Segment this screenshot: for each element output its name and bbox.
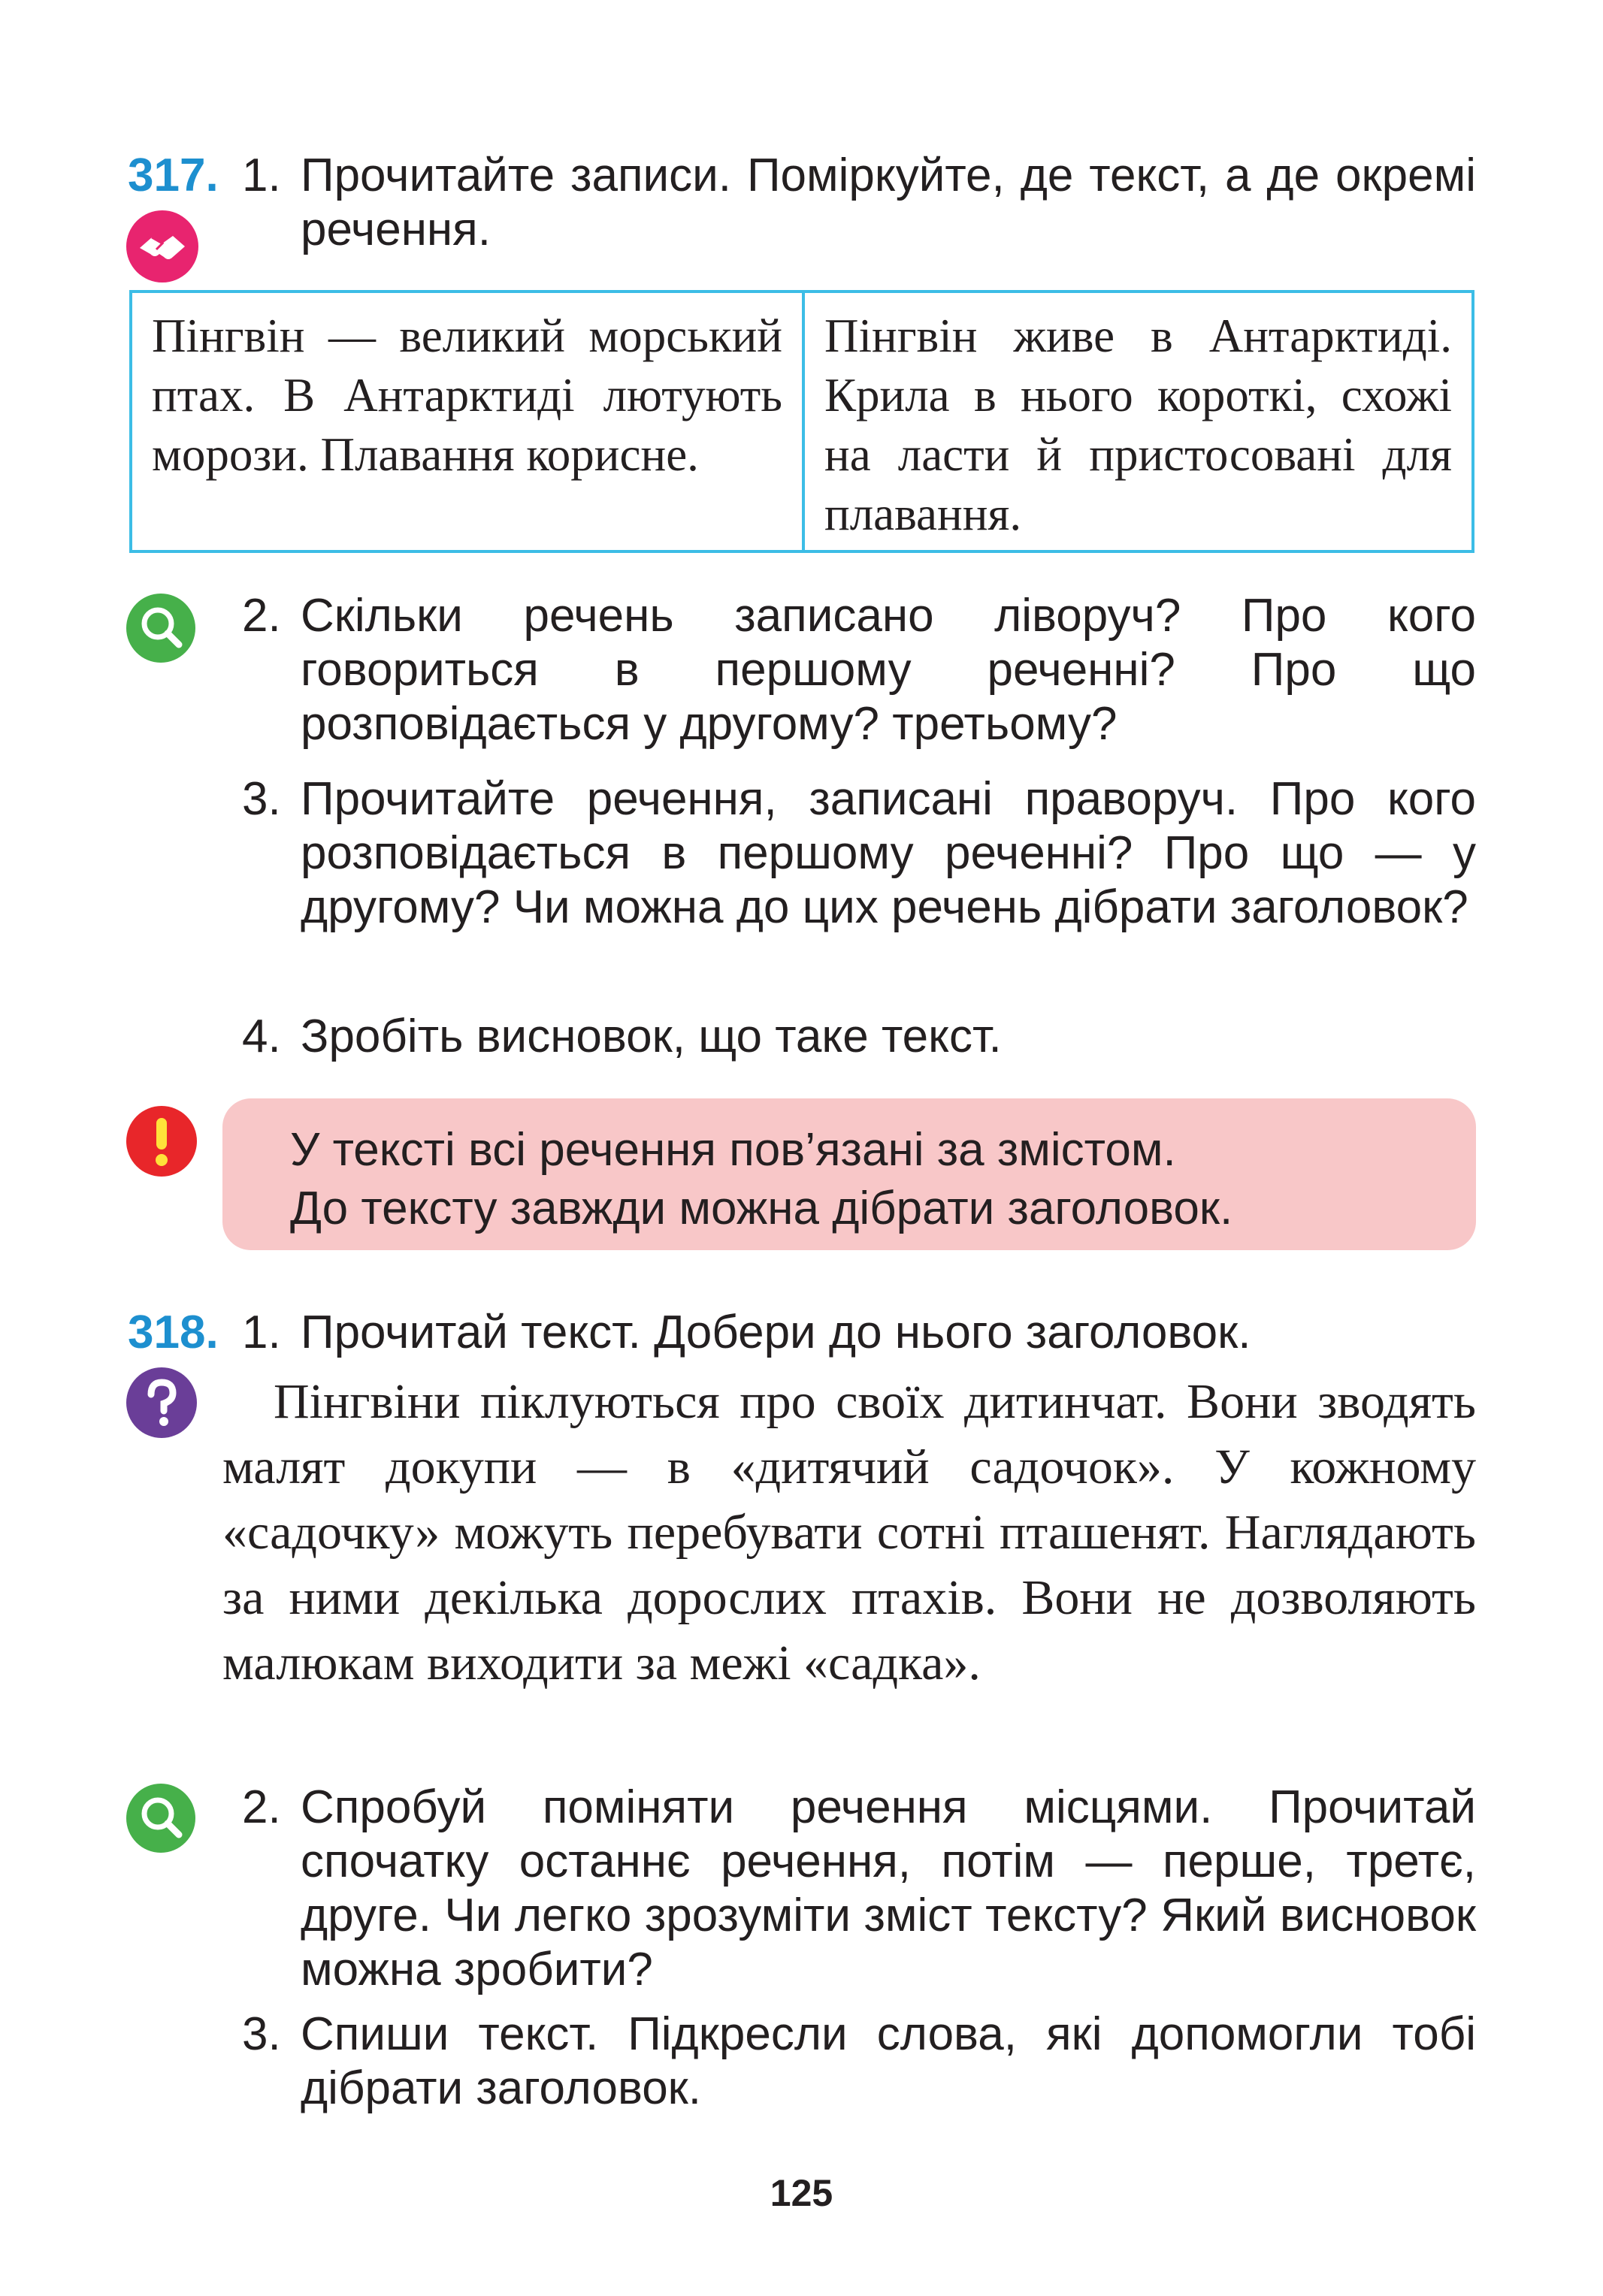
handshake-icon	[126, 210, 198, 282]
question-icon	[126, 1367, 197, 1438]
comparison-table	[129, 290, 1474, 553]
task-number: 3.	[242, 2008, 281, 2060]
task-number: 2.	[242, 1781, 281, 1833]
task-text: Прочитайте записи. Поміркуйте, де текст, а де окремі речення.	[301, 150, 1476, 255]
task-text: Зробіть висновок, що таке текст.	[301, 1011, 1002, 1062]
rule-line-1: У тексті всі речення пов’язані за змістом.	[290, 1124, 1176, 1176]
task-text: Прочитай текст. Добери до нього заголовок.	[301, 1307, 1251, 1358]
ex317-task-2	[242, 589, 1476, 751]
exercise-number-317: 317.	[128, 150, 219, 201]
right-cell: Пінгвін живе в Антарктиді. Крила в нього короткі, схожі на ласти й пристосовані для плавання.	[802, 293, 1471, 550]
ex317-task-1	[242, 149, 1476, 257]
ex317-task-3	[242, 772, 1476, 935]
exercise-number-318: 318.	[128, 1307, 219, 1358]
page-number: 125	[770, 2172, 833, 2214]
task-number: 1.	[242, 1307, 281, 1358]
rule-box	[222, 1098, 1476, 1250]
magnifier-icon	[126, 1784, 195, 1853]
left-cell: Пінгвін — великий морський птах. В Антарктиді лютують морози. Плавання корисне.	[152, 310, 782, 481]
ex318-task-2	[242, 1781, 1476, 1997]
task-number: 3.	[242, 773, 281, 825]
task-number: 2.	[242, 590, 281, 642]
task-text: Спиши текст. Підкресли слова, які допомогли тобі дібрати заголовок.	[301, 2008, 1476, 2114]
ex318-task-3	[242, 2007, 1476, 2116]
task-text: Спробуй поміняти речення місцями. Прочитай спочатку останнє речення, потім — перше, третє, друге. Чи легко зрозуміти зміст тексту? Який висновок можна зробити?	[301, 1781, 1476, 1995]
task-number: 1.	[242, 150, 281, 201]
task-number: 4.	[242, 1011, 281, 1062]
rule-line-2: До тексту завжди можна дібрати заголовок.	[290, 1183, 1233, 1234]
exclamation-icon	[126, 1106, 197, 1177]
ex318-task-1	[242, 1306, 1476, 1360]
task-text: Скільки речень записано ліворуч? Про кого говориться в першому реченні? Про що розповідається у другому? третьому?	[301, 590, 1476, 750]
task-text: Прочитайте речення, записані праворуч. Про кого розповідається в першому реченні? Про що — у другому? Чи можна до цих речень дібрати заголовок?	[301, 773, 1476, 933]
story-text: Пінгвіни піклуються про своїх дитинчат. Вони зводять малят докупи — в «дитячий садочок». У кожному «садочку» можуть перебувати сотні пташенят. Наглядають за ними декілька дорослих птахів. Вони не дозволяють малюкам виходити за межі «садка».	[222, 1374, 1476, 1690]
magnifier-icon	[126, 594, 195, 663]
ex317-task-4	[242, 1010, 1476, 1064]
